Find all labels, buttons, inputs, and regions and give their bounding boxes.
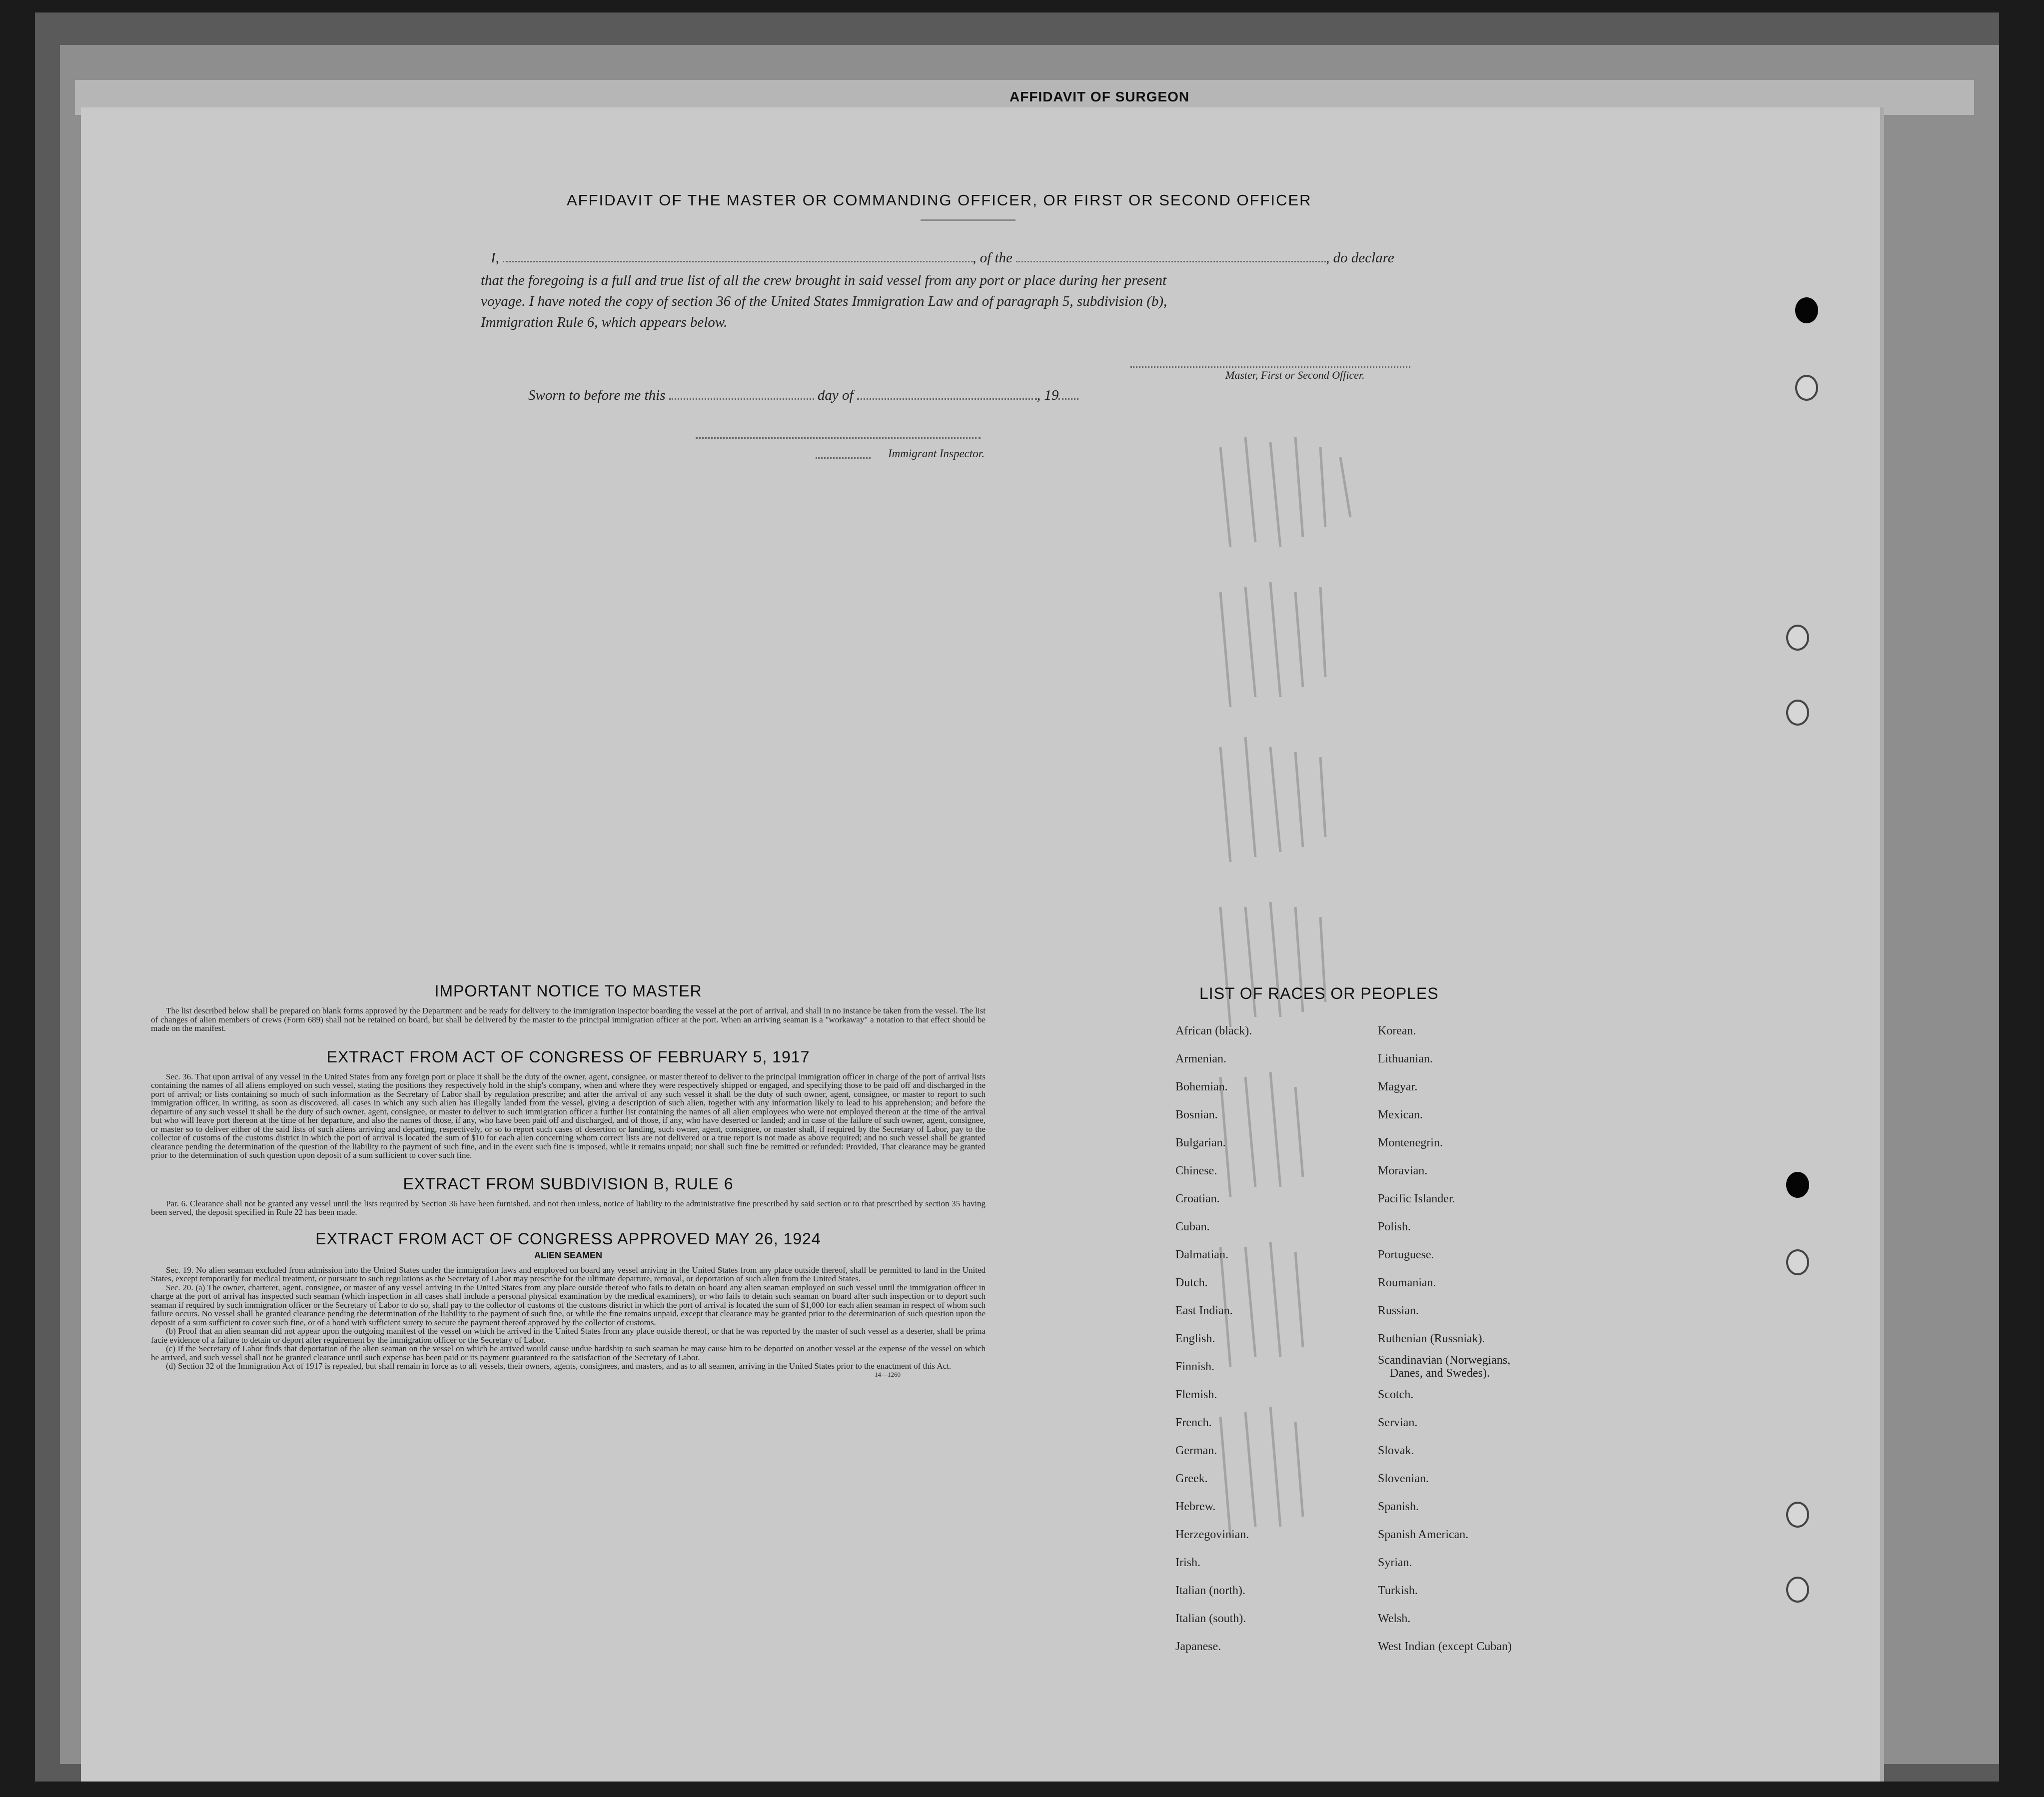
races-right-list — [1378, 1017, 1618, 1661]
signature-label: Master, First or Second Officer. — [1225, 369, 1365, 381]
inspector-dots — [816, 457, 871, 459]
extract3-sec20d: (d) Section 32 of the Immigration Act of 1917 is repealed, but shall remain in force as to all vessels, their owners, agents, consignees, and masters, and as to all seamen, arriving in the United States prior to the enactment of this Act. — [166, 1361, 952, 1371]
extract2-title: EXTRACT FROM SUBDIVISION B, RULE 6 — [403, 1174, 734, 1193]
race-item: Hebrew. — [1175, 1500, 1216, 1513]
race-item: Croatian. — [1175, 1192, 1220, 1205]
race-item: East Indian. — [1175, 1304, 1233, 1317]
race-item: Mexican. — [1378, 1108, 1423, 1121]
name-blank — [503, 261, 973, 262]
binder-hole — [1786, 1577, 1809, 1603]
race-item: Welsh. — [1378, 1612, 1411, 1625]
race-item: African (black). — [1175, 1024, 1252, 1037]
affidavit-title: AFFIDAVIT OF THE MASTER OR COMMANDING OFFICER, OR FIRST OR SECOND OFFICER — [567, 191, 1312, 209]
extract2-text: Par. 6. Clearance shall not be granted any vessel until the lists required by Section 36 have been furnished, and not then unless, notice of liability to the administrative fine prescribed by said section or to that prescribed by section 35 having been served, the deposit specified in Rule 22 has been made. — [151, 1198, 986, 1217]
left-column — [151, 982, 986, 1379]
race-item: Bohemian. — [1175, 1080, 1228, 1093]
race-item: Pacific Islander. — [1378, 1192, 1455, 1205]
race-item: Korean. — [1378, 1024, 1416, 1037]
text-of-the: , of the — [973, 250, 1013, 266]
race-item: Herzegovinian. — [1175, 1528, 1249, 1541]
text-sworn: Sworn to before me this — [528, 387, 666, 403]
top-label: AFFIDAVIT OF SURGEON — [1010, 89, 1190, 104]
inspector-signature-blank — [696, 437, 981, 439]
race-item-scandinavian — [1378, 1353, 1618, 1381]
race-item: Bosnian. — [1175, 1108, 1218, 1121]
binder-hole — [1786, 1172, 1809, 1198]
text-day-of: day of — [817, 387, 854, 403]
race-item: Italian (south). — [1175, 1612, 1246, 1625]
text-year: , 19 — [1036, 387, 1059, 403]
extract3-sec20b: (b) Proof that an alien seaman did not appear upon the outgoing manifest of the vessel on which he arrived in the United States from any place outside thereof, or that he was reported by the master of such vessel as a deserter, shall be prima facie evidence of a failure to detain or deport after requirement by the immigration officer or the Secretary of Labor. — [151, 1326, 986, 1345]
race-item: Moravian. — [1378, 1164, 1428, 1177]
extract1-title: EXTRACT FROM ACT OF CONGRESS OF FEBRUARY 5, 1917 — [326, 1047, 810, 1066]
race-item: Dutch. — [1175, 1276, 1208, 1289]
vessel-blank — [1016, 261, 1326, 262]
extract3-subtitle: ALIEN SEAMEN — [534, 1250, 602, 1260]
binder-hole — [1795, 297, 1818, 323]
signature-blank — [1130, 366, 1410, 368]
race-item: Servian. — [1378, 1416, 1418, 1429]
race-item: Syrian. — [1378, 1556, 1412, 1569]
sworn-line — [528, 387, 1078, 404]
notice-text: The list described below shall be prepared on blank forms approved by the Department and be ready for delivery to the immigration inspector boarding the vessel at the port of arrival, and shall in no instance be taken from the vessel. The list of changes of alien members of crews (Form 689) shall not be retained on board, but shall be delivered by the master to the principal immigration officer at the port. When an arriving seaman is a "workaway" a notation to that effect should be made on the manifest. — [151, 1006, 986, 1033]
race-item: West Indian (except Cuban) — [1378, 1640, 1512, 1653]
binder-hole — [1786, 1502, 1809, 1528]
races-left-list — [1175, 1017, 1365, 1661]
extract1-text: Sec. 36. That upon arrival of any vessel in the United States from any foreign port or place it shall be the duty of the owner, agent, consignee, or master thereof to deliver to the principal immigration officer in charge of the port of arrival lists containing the names of all aliens employed on such vessel, stating the positions they respectively hold in the ship's company, when and where they were respectively shipped or engaged, and specifying those to be paid off and discharged in the port of arrival; or lists containing so much of such information as the Secretary of Labor shall by regulation prescribe; and after the arrival of any such vessel it shall be the duty of such owner, agent, consignee, or master to report to such immigration officer, in writing, as soon as discovered, all cases in which any such alien has illegally landed from the vessel, giving a description of such alien, together with any information likely to lead to his apprehension; and before the departure of any such vessel it shall be the duty of such owner, agent, consignee, or master to deliver to such immigration officer a further list containing the names of all alien employees who were not employed thereon at the time of the arrival but who will leave port thereon at the time of her departure, and also the names of those, if any, who have been paid off and discharged, and of those, if any, who have deserted or landed; and in case of the failure of such owner, agent, consignee, or master so to deliver either of the said lists of such aliens arriving and departing, respectively, or so to report such cases of desertion or landing, such owner, agent, consignee, or master shall, if required by the Secretary of Labor, pay to the collector of customs of the customs district in which the port of arrival is located the sum of $10 for each alien concerning whom correct lists are not delivered or a true report is not made as above required; and no such vessel shall be granted clearance pending the determination of the question of the liability to the payment of such fine, and in the event such fine is imposed, while it remains unpaid; nor shall such fine be remitted or refunded: Provided, That clearance may be granted prior to the determination of such question upon deposit of a sum sufficient to cover such fine. — [151, 1071, 986, 1160]
race-item: Armenian. — [1175, 1052, 1226, 1065]
divider — [921, 219, 1016, 221]
race-item: Scotch. — [1378, 1388, 1414, 1401]
race-item: Magyar. — [1378, 1080, 1418, 1093]
form-number: 14—1260 — [875, 1370, 901, 1378]
race-item: Cuban. — [1175, 1220, 1210, 1233]
affidavit-line-4: Immigration Rule 6, which appears below. — [481, 314, 728, 330]
extract3-sec19: Sec. 19. No alien seaman excluded from admission into the United States under the immigration laws and employed on board any vessel arriving in the United States from any place outside thereof, shall be permitted to land in the United States, except temporarily for medical treatment, or pursuant to such regulations as the Secretary of Labor may prescribe for the ultimate departure, removal, or deportation of such alien from the United States. — [151, 1265, 986, 1283]
binder-hole — [1786, 625, 1809, 651]
race-item: Flemish. — [1175, 1388, 1217, 1401]
notice-title: IMPORTANT NOTICE TO MASTER — [434, 982, 702, 1000]
race-item: Chinese. — [1175, 1164, 1217, 1177]
text-do-declare: , do declare — [1326, 250, 1394, 266]
race-item: Spanish American. — [1378, 1528, 1469, 1541]
race-item: Slovenian. — [1378, 1472, 1429, 1485]
race-item: Lithuanian. — [1378, 1052, 1433, 1065]
race-item: Montenegrin. — [1378, 1136, 1443, 1149]
race-item: Bulgarian. — [1175, 1136, 1226, 1149]
race-item: Japanese. — [1175, 1640, 1221, 1653]
race-item: Greek. — [1175, 1472, 1208, 1485]
races-title: LIST OF RACES OR PEOPLES — [1199, 984, 1439, 1002]
binder-hole — [1786, 1249, 1809, 1275]
race-item: French. — [1175, 1416, 1212, 1429]
race-item: Dalmatian. — [1175, 1248, 1228, 1261]
day-blank — [669, 398, 814, 400]
race-item: Slovak. — [1378, 1444, 1414, 1457]
race-item: Turkish. — [1378, 1584, 1418, 1597]
extract3-sec20a: Sec. 20. (a) The owner, charterer, agent, consignee, or master of any vessel arriving in the United States from any place outside thereof who fails to detain on board any alien seaman employed on such vessel until the immigration officer in charge at the port of arrival has inspected such seaman (which inspection in all cases shall include a personal physical examination by the medical examiners), or who fails to detain such seaman on board after such inspection or to deport such seaman if required by such immigration officer or the Secretary of Labor to do so, shall pay to the collector of customs of the customs district in which the port of arrival is located the sum of $1,000 for each alien seaman in respect of whom such failure occurs. No vessel shall be granted clearance pending the determination of the liability to the payment of such fine, or while the fine remains unpaid, except that clearance may be granted prior to the determination of such question upon the deposit of a sum sufficient to cover such fine, or of a bond with sufficient surety to secure the payment thereof approved by the collector of customs. — [151, 1282, 986, 1327]
race-item: Russian. — [1378, 1304, 1419, 1317]
month-blank — [857, 398, 1037, 400]
race-item-continued: Danes, and Swedes). — [1390, 1367, 1490, 1380]
binder-hole — [1795, 375, 1818, 401]
race-item: Scandinavian (Norwegians, — [1378, 1354, 1511, 1367]
affidavit-line-3: voyage. I have noted the copy of section 36 of the United States Immigration Law and of paragraph 5, subdivision (b), — [481, 293, 1167, 309]
race-item: Polish. — [1378, 1220, 1411, 1233]
race-item: Portuguese. — [1378, 1248, 1434, 1261]
year-blank — [1058, 398, 1078, 400]
text-i: I, — [491, 250, 499, 266]
race-item: English. — [1175, 1332, 1215, 1345]
inspector-label: Immigrant Inspector. — [888, 447, 985, 460]
affidavit-line-2: that the foregoing is a full and true list of all the crew brought in said vessel from any port or place during her present — [481, 272, 1167, 288]
race-item: German. — [1175, 1444, 1217, 1457]
binder-hole — [1786, 700, 1809, 726]
extract3-sec20c: (c) If the Secretary of Labor finds that deportation of the alien seaman on the vessel on which he arrived would cause undue hardship to such seaman he may cause him to be deported on another vessel at the expense of the vessel on which he arrived, and such vessel shall not be granted clearance until such expense has been paid or its payment guaranteed to the satisfaction of the Secretary of Labor. — [151, 1344, 986, 1362]
extract3-title: EXTRACT FROM ACT OF CONGRESS APPROVED MAY 26, 1924 — [315, 1229, 821, 1248]
affidavit-line-1 — [491, 250, 1530, 266]
race-item: Spanish. — [1378, 1500, 1419, 1513]
race-item: Roumanian. — [1378, 1276, 1436, 1289]
race-item: Irish. — [1175, 1556, 1200, 1569]
race-item: Ruthenian (Russniak). — [1378, 1332, 1485, 1345]
manifest-page — [81, 107, 1884, 1782]
race-item: Italian (north). — [1175, 1584, 1245, 1597]
race-item: Finnish. — [1175, 1360, 1215, 1373]
